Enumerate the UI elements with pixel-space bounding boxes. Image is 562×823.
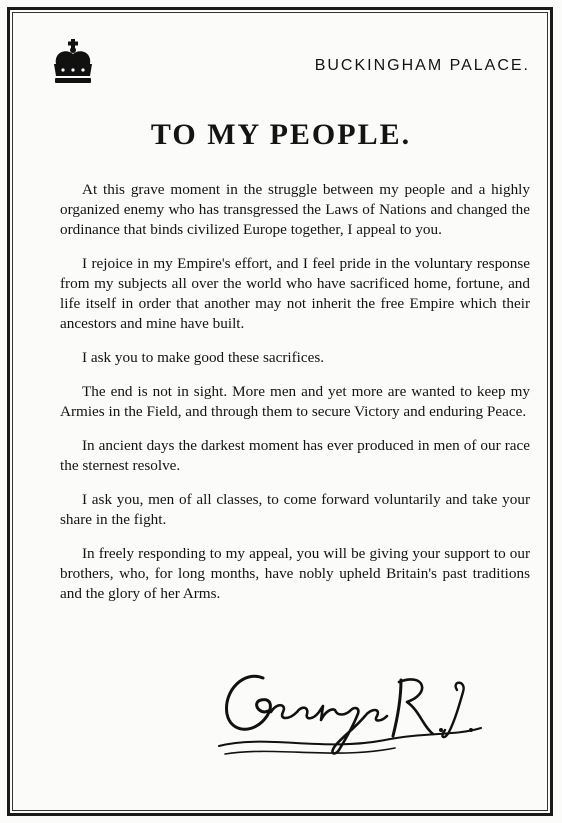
- palace-address: BUCKINGHAM PALACE.: [314, 57, 530, 74]
- proclamation-title: TO MY PEOPLE.: [150, 118, 412, 151]
- paragraph-5: In ancient days the darkest moment has ever produced in men of our race the sternest resolve.: [60, 437, 530, 474]
- paragraph-4: The end is not in sight. More men and yet more are wanted to keep my Armies in the Field, and through them to secure Victory and enduring Peace.: [60, 383, 530, 420]
- paragraph-2: I rejoice in my Empire's effort, and I feel pride in the voluntary response from my subjects all over the world who have sacrificed home, fortune, and life itself in order that another may not inherit the free Empire which their ancestors and mine have built.: [60, 255, 530, 332]
- paragraph-7: In freely responding to my appeal, you will be giving your support to our brothers, who, for long months, have nobly upheld Britain's past traditions and the glory of her Arms.: [60, 545, 530, 602]
- paragraph-3: I ask you to make good these sacrifices.: [82, 349, 325, 366]
- paragraph-6: I ask you, men of all classes, to come forward voluntarily and take your share in the fight.: [60, 491, 530, 528]
- crown-icon: [50, 38, 96, 88]
- proclamation-body: [60, 180, 530, 618]
- paragraph-1: At this grave moment in the struggle between my people and a highly organized enemy who has transgressed the Laws of Nations and changed the ordinance that binds civilized Europe together, I appeal to you.: [60, 181, 530, 238]
- royal-signature: [205, 650, 505, 770]
